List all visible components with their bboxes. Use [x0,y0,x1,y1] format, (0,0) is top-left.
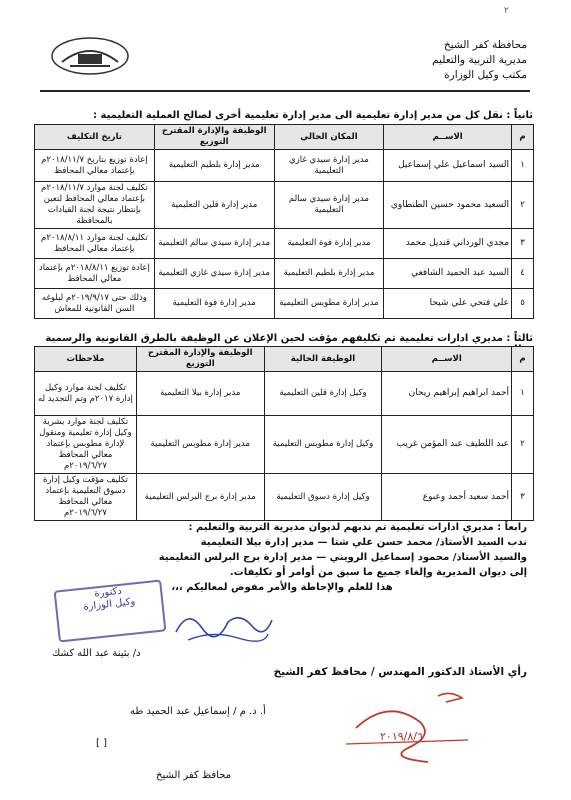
proposed-job: مدير إدارة بلطيم التعليمية [154,150,274,182]
employee-name: أحمد ابراهيم إبراهيم ريحان [382,372,512,416]
employee-name: مجدي الورداني قنديل محمد [384,229,512,259]
governor-name: أ. د. م / إسماعيل عبد الحميد طه [130,706,266,717]
stamp-line: وكيل الوزارة [82,596,136,613]
current-job: وكيل إدارة دسوق التعليمية [264,474,382,521]
current-job: وكيل إدارة مطوبس التعليمية [264,416,382,474]
page-number: ٢ [504,6,509,16]
row-number: ٢ [512,416,534,474]
proposed-job: مدير إدارة مطوبس التعليمية [136,416,264,474]
notes: تكليف لجنة موارد بشرية وكيل إدارة تعليمية ومنقول لإدارة مطوبس بإعتماد معالي المحافظ ٢٠١٩/٦/٢٧م [35,416,137,474]
stamp-line: دكتورة [93,585,123,600]
section2-title: ثانياً : نقل كل من مدير إدارة تعليمية الى مدير إدارة تعليمية أخرى لصالح العملية التعليمية : [93,110,533,121]
table-row [35,259,534,289]
assignment-date: إعادة توزيع ٢٠١٨/٨/١١م بإعتماد معالي المحافظ [35,259,155,289]
employee-name: السعيد محمود حسين الطنطاوي [384,182,512,229]
proposed-job: مدير إدارة سيدي سالم التعليمية [154,229,274,259]
table-header: الوظيفة والإدارة المقترح التوزيع [136,347,264,372]
proposed-job: مدير إدارة قلين التعليمية [154,182,274,229]
row-number: ١ [512,150,534,182]
section3-title: ثالثاً : مديري ادارات تعليمية تم تكليفهم مؤقت لحين الإعلان عن الوظيفة بالطرق القانونية والرسمية [45,333,533,344]
table-header: ملاحظات [35,347,137,372]
table-header: الوظيفة والإدارة المقترح التوزيع [154,125,274,150]
table-header: م [512,125,534,150]
office-name: مكتب وكيل الوزارة [444,69,527,81]
section4-line: ندب السيد الأستاذ/ محمد حسن علي شتا — مدير إدارة بيلا التعليمية [200,537,527,548]
table-row [35,150,534,182]
table-header: تاريخ التكليف [35,125,155,150]
table-row [35,182,534,229]
current-place: مدير إدارة بلطيم التعليمية [274,259,384,289]
table-row [35,372,534,416]
assignment-date: تكليف لجنة موارد ٢٠١٨/١١/٧م بإعتماد معالي المحافظ لتعين بإنتظار نتيجة لجنة القيادات بالمحافظة [35,182,155,229]
table-row [35,416,534,474]
current-place: مدير إدارة فوة التعليمية [274,229,384,259]
closing-line: هذا للعلم والإحاطة والأمر مفوض لمعاليكم ،،، [171,582,393,593]
table-header: م [512,347,534,372]
official-stamp [54,579,167,642]
governor-opinion-title: رأي الأستاذ الدكتور المهندس / محافظ كفر الشيخ [273,666,527,678]
notes: تكليف مؤقت وكيل إدارة دسوق التعليمية بإعتماد معالي المحافظ ٢٠١٩/٦/٢٧م [35,474,137,521]
table-header: الاســم [384,125,512,150]
employee-name: أحمد سعيد أحمد وعبوع [382,474,512,521]
table-row [35,229,534,259]
employee-name: عبد اللطيف عبد المؤمن غريب [382,416,512,474]
assignment-date: تكليف لجنة موارد ٢٠١٨/٨/١١م بإعتماد معالي المحافظ [35,229,155,259]
row-number: ٣ [512,474,534,521]
current-place: مدير إدارة سيدي غازي التعليمية [274,150,384,182]
signature-placeholder: [ ] [96,738,107,749]
employee-name: السيد عبد الحميد الشافعي [384,259,512,289]
row-number: ٣ [512,229,534,259]
undersecretary-signature: د/ بثينة عبد الله كشك [52,648,141,659]
table-header: الوظيفة الحالية [264,347,382,372]
current-place: مدير إدارة سيدي سالم التعليمية [274,182,384,229]
current-place: مدير إدارة مطوبس التعليمية [274,289,384,319]
assignment-date: وذلك حتى ٢٠١٩/٩/١٧م لبلوغه السن القانونية للمعاش [35,289,155,319]
directorate-name: مديرية التربية والتعليم [432,54,527,66]
table-header: المكان الحالي [274,125,384,150]
section4-line: والسيد الأستاذ/ محمود إسماعيل الرويني — مدير إدارة برج البرلس التعليمية [158,552,527,563]
ministry-logo-icon [48,34,132,78]
governor-title: محافظ كفر الشيخ [156,770,232,781]
current-job: وكيل إدارة قلين التعليمية [264,372,382,416]
proposed-job: مدير إدارة برج البرلس التعليمية [136,474,264,521]
section4-title: رابعاً : مديري ادارات تعليمية تم ندبهم لديوان مديرية التربية والتعليم : [188,522,527,533]
row-number: ١ [512,372,534,416]
proposed-job: مدير إدارة بيلا التعليمية [136,372,264,416]
proposed-job: مدير إدارة سيدي غازي التعليمية [154,259,274,289]
employee-name: علي فتحي علي شيحا [384,289,512,319]
employee-name: السيد اسماعيل علي إسماعيل [384,150,512,182]
row-number: ٢ [512,182,534,229]
row-number: ٤ [512,259,534,289]
handwritten-date: ٢٠١٩/٨/٦ [380,730,423,743]
transfers-table [34,124,534,319]
table-row [35,289,534,319]
table-header: الاســم [382,347,512,372]
table-row [35,474,534,521]
proposed-job: مدير إدارة فوة التعليمية [154,289,274,319]
temporary-assignments-table [34,346,534,521]
section4-line: إلى ديوان المديرية وإلغاء جميع ما سبق من أوامر أو تكليفات. [229,567,527,578]
letterhead [327,38,527,83]
governorate-name: محافظة كفر الشيخ [443,39,527,51]
header-divider [40,90,530,92]
row-number: ٥ [512,289,534,319]
handwritten-signature-icon [168,602,278,646]
notes: تكليف لجنة موارد وكيل إدارة ٢٠١٧م وتم التجديد له [35,372,137,416]
assignment-date: إعادة توزيع بتاريخ ٢٠١٨/١١/٧م بإعتماد معالي المحافظ [35,150,155,182]
